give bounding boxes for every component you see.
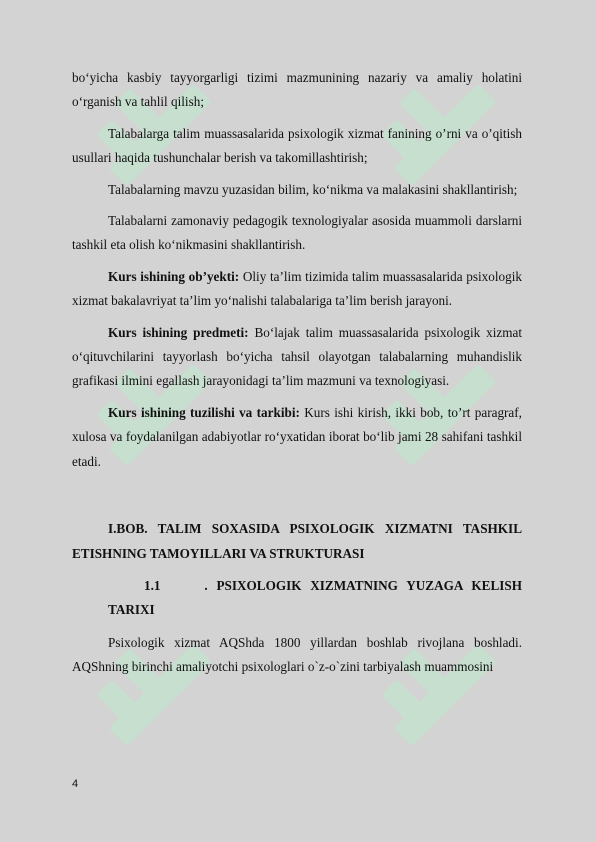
paragraph-subject	[72, 321, 522, 394]
paragraph-2: Talabalarga talim muassasalarida psixologik xizmat fanining o’rni va o’qitish usullari haqida tushunchalar berish va takomillashtirish;	[72, 125, 522, 166]
subject-text: Bo‘lajak talim muassasalarida psixologik xizmat o‘qituvchilarini tayyorlash bo‘yicha tahsil olayotgan talabalarning muhandislik grafikasi ilmini egallash jarayonidagi ta’lim mazmuni va texnologiyasi.	[72, 324, 522, 389]
object-text: Oliy ta’lim tizimida talim muassasalarida psixologik xizmat bakalavriyat ta’lim yo‘nalishi talabalariga ta’lim berish jarayoni.	[72, 268, 522, 309]
paragraph-structure	[72, 401, 522, 474]
object-label: Kurs ishining ob’yekti:	[108, 268, 240, 284]
structure-label: Kurs ishining tuzilishi va tarkibi:	[108, 404, 300, 420]
section-number: 1.1	[144, 577, 161, 593]
paragraph-3: Talabalarning mavzu yuzasidan bilim, ko‘nikma va malakasini shakllantirish;	[108, 181, 518, 197]
structure-text: Kurs ishi kirish, ikki bob, to’rt paragraf, xulosa va foydalanilgan adabiyotlar ro‘yxatidan iborat bo‘lib jami 28 sahifani tashkil etadi.	[72, 404, 522, 469]
page-number: 4	[72, 778, 79, 790]
section-heading	[72, 574, 522, 623]
paragraph-history: Psixologik xizmat AQShda 1800 yillardan boshlab rivojlana boshladi. AQShning birinchi amaliyotchi psixologlari o`z-o`zini tarbiyalash muammosini	[72, 634, 522, 675]
paragraph-4: Talabalarni zamonaviy pedagogik texnologiyalar asosida muammoli darslarni tashkil eta olish ko‘nikmasini shakllantirish.	[72, 213, 522, 253]
paragraph-object	[72, 265, 522, 314]
subject-label: Kurs ishining predmeti:	[108, 324, 249, 340]
chapter-heading: I.BOB. TALIM SOXASIDA PSIXOLOGIK XIZMATNI TASHKIL ETISHNING TAMOYILLARI VA STRUKTURASI	[72, 521, 522, 561]
document-body	[72, 66, 522, 687]
paragraph-1: bo‘yicha kasbiy tayyorgarligi tizimi mazmunining nazariy va amaliy holatini o‘rganish va tahlil qilish;	[72, 70, 522, 110]
section-title: . PSIXOLOGIK XIZMATNING YUZAGA KELISH TARIXI	[108, 577, 522, 618]
spacer	[72, 481, 522, 517]
